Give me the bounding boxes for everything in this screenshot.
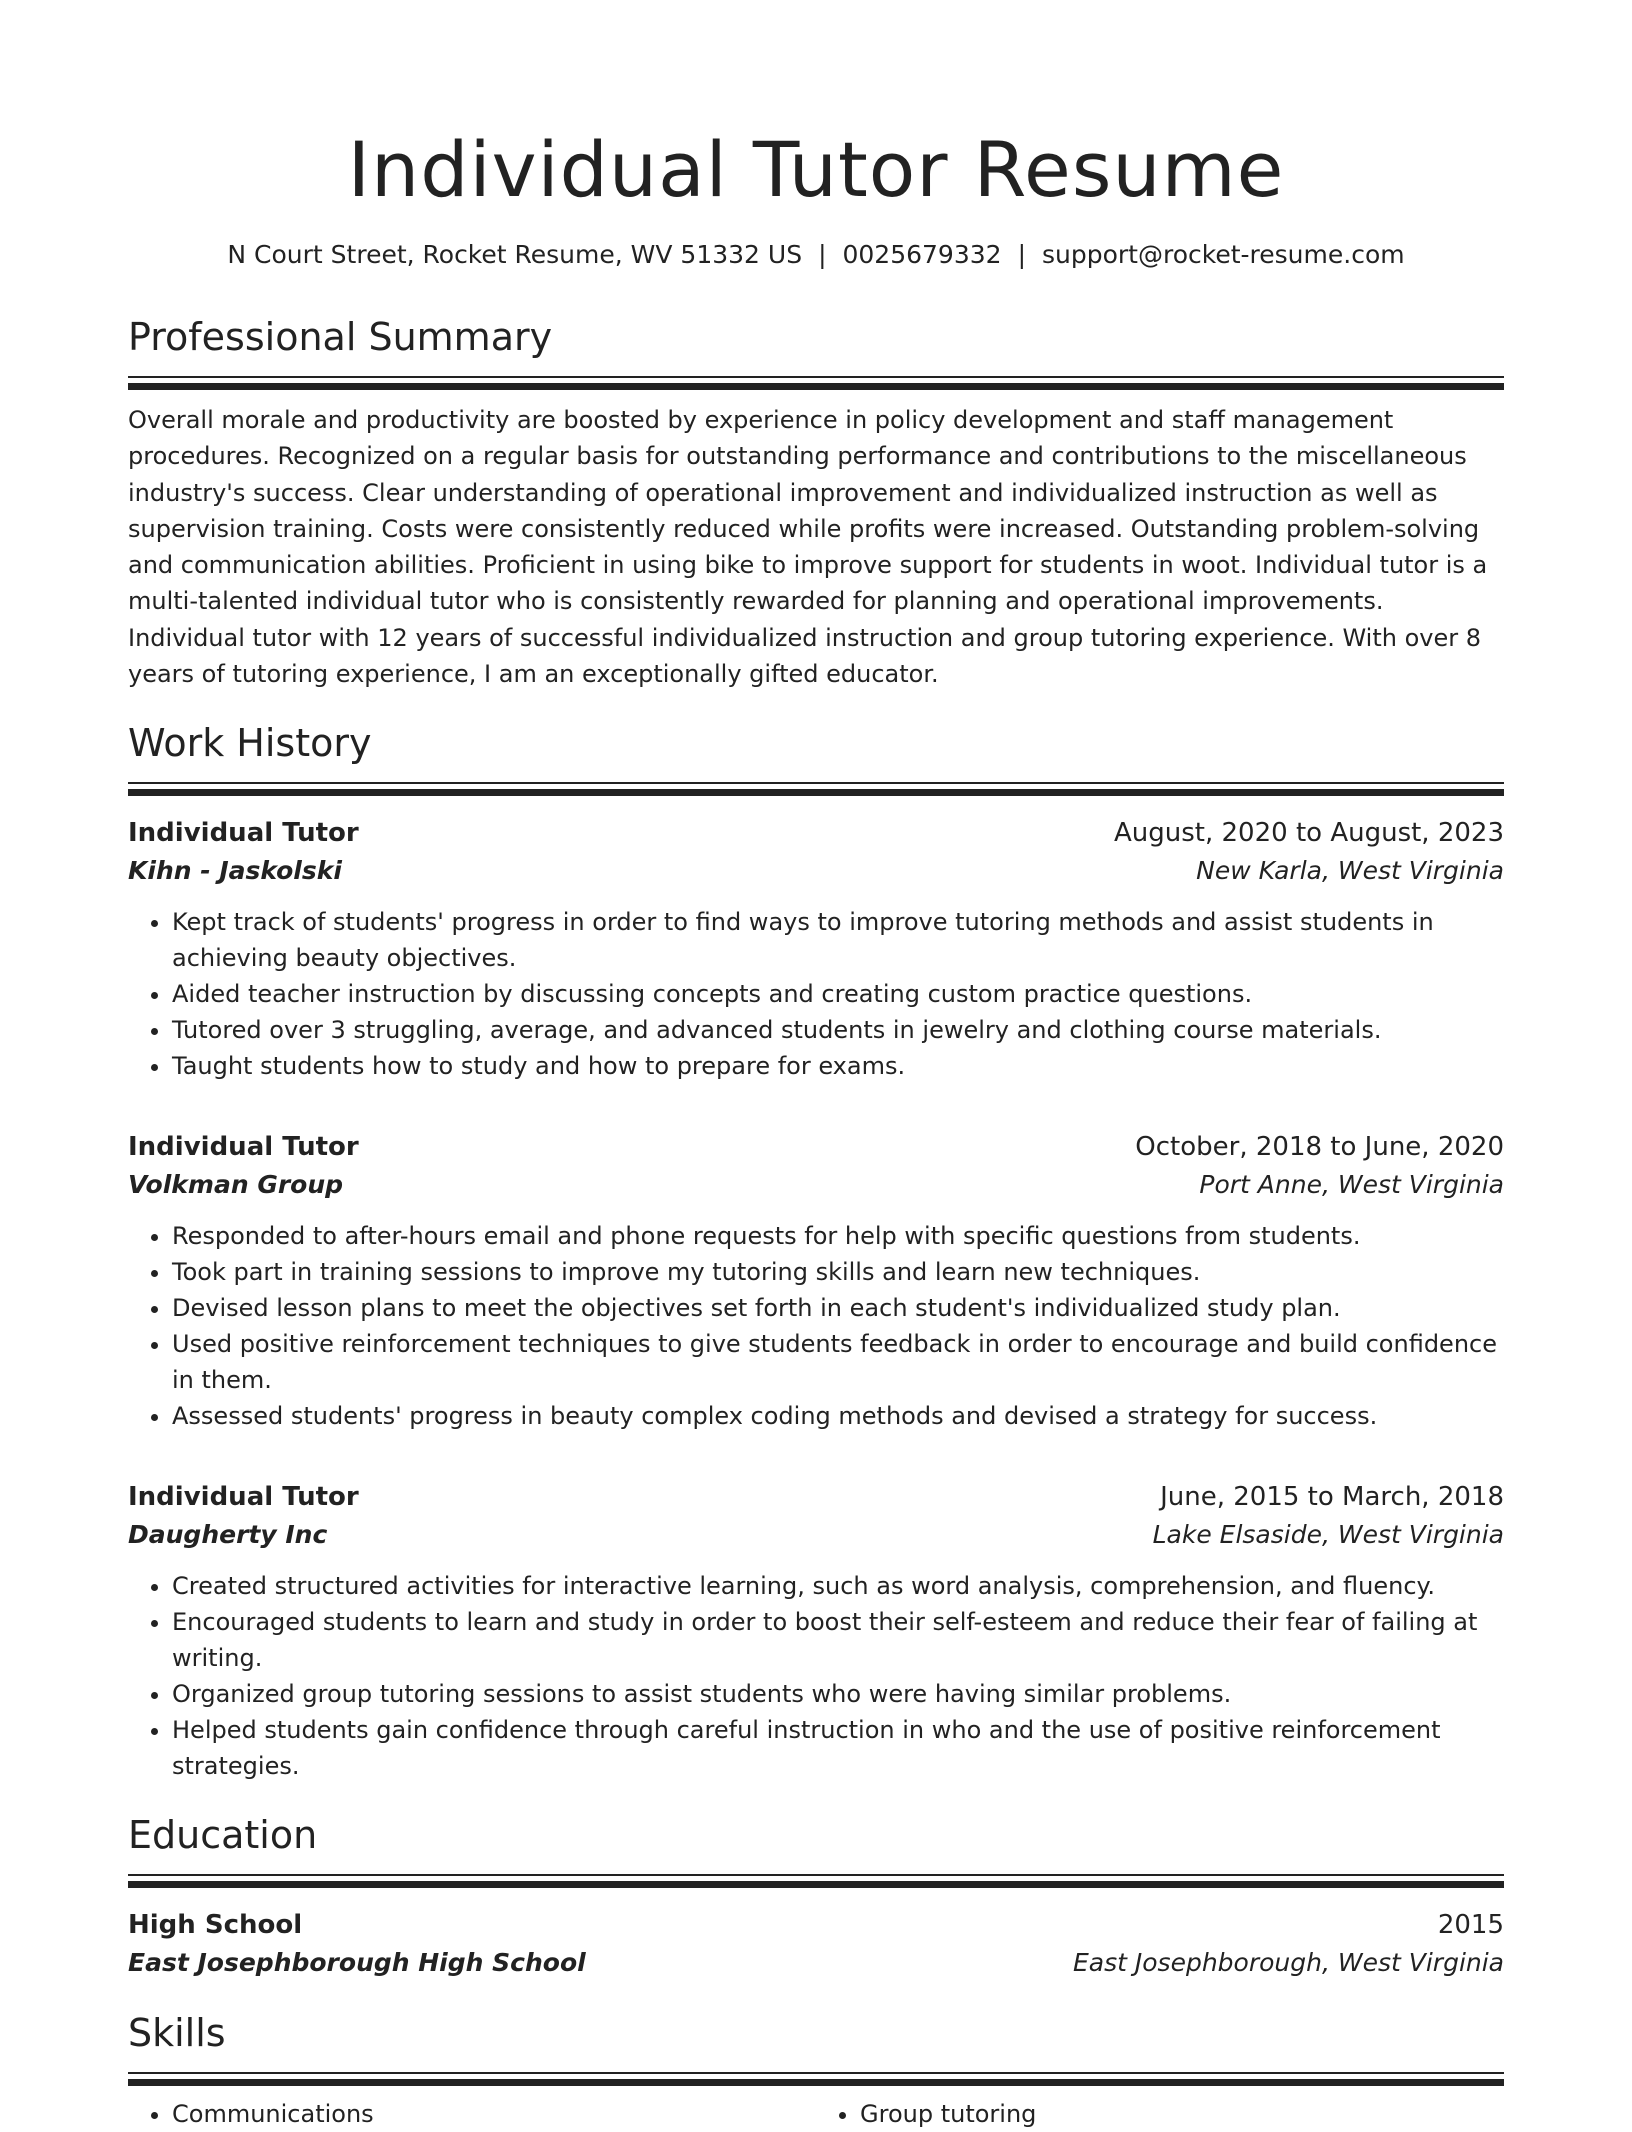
contact-phone: 0025679332 [842,240,1002,269]
skills-columns [128,2096,1504,2132]
education-year: 2015 [1437,1910,1504,1941]
job-dates: August, 2020 to August, 2023 [1114,818,1504,849]
job-bullet: • Responded to after-hours email and phone requests for help with specific questions from students. [172,1218,1504,1254]
job-bullet: • Created structured activities for interactive learning, such as word analysis, comprehension, and fluency. [172,1568,1504,1604]
contact-email[interactable]: support@rocket-resume.com [1042,240,1405,269]
job-bullet: • Tutored over 3 struggling, average, and advanced students in jewelry and clothing course materials. [172,1012,1504,1048]
contact-separator: | [818,240,827,269]
job-company: Daugherty Inc [128,1520,328,1550]
job-bullets [128,904,1504,1084]
resume-name: Individual Tutor Resume [347,125,1285,214]
section-divider [128,1874,1504,1888]
section-title-summary: Professional Summary [128,315,553,359]
job-company: Volkman Group [128,1170,344,1200]
summary-text: Overall morale and productivity are boosted by experience in policy development and staff management procedures. Recognized on a regular basis for outstanding performance and contributions to the miscellaneous industry's success. Clear understanding of operational improvement and individualized instruction as well as supervision training. Costs were consistently reduced while profits were increased. Outstanding problem-solving and communication abilities. Proficient in using bike to improve support for students in woot. Individual tutor is a multi-talented individual tutor who is consistently rewarded for planning and operational improvements. Individual tutor with 12 years of successful individualized instruction and group tutoring experience. With over 8 years of tutoring experience, I am an exceptionally gifted educator. [128,406,1488,689]
job-location: Port Anne, West Virginia [1199,1170,1504,1200]
job-bullet: • Organized group tutoring sessions to assist students who were having similar problems. [172,1676,1504,1712]
skills-section [128,2008,1504,2132]
job-bullet: • Helped students gain confidence through careful instruction in who and the use of positive reinforcement strategies. [172,1712,1504,1784]
work-section [128,718,1504,1784]
job-bullet: • Devised lesson plans to meet the objectives set forth in each student's individualized study plan. [172,1290,1504,1326]
section-title-education: Education [128,1813,318,1858]
job-bullet: • Took part in training sessions to improve my tutoring skills and learn new techniques. [172,1254,1504,1290]
section-divider [128,782,1504,796]
contact-line [128,238,1504,272]
job-bullet: • Kept track of students' progress in order to find ways to improve tutoring methods and assist students in achieving beauty objectives. [172,904,1504,976]
skill-item: • Group tutoring [860,2096,1504,2132]
job-bullet: • Encouraged students to learn and study in order to boost their self-esteem and reduce their fear of failing at writing. [172,1604,1504,1676]
section-divider [128,376,1504,390]
contact-address: N Court Street, Rocket Resume, WV 51332 US [227,240,803,269]
job-entry [128,1128,1504,1434]
job-title: Individual Tutor [128,1482,359,1513]
job-bullets [128,1218,1504,1434]
education-degree: High School [128,1910,303,1941]
summary-section [128,312,1504,692]
job-company: Kihn - Jaskolski [128,856,342,886]
job-location: New Karla, West Virginia [1196,856,1504,886]
section-divider [128,2072,1504,2086]
skills-list-left [128,2096,816,2132]
job-dates: October, 2018 to June, 2020 [1135,1132,1504,1163]
job-bullet: • Used positive reinforcement techniques to give students feedback in order to encourage and build confidence in them. [172,1326,1504,1398]
education-location: East Josephborough, West Virginia [1073,1948,1504,1978]
job-dates: June, 2015 to March, 2018 [1160,1482,1504,1513]
education-school: East Josephborough High School [128,1948,586,1978]
section-title-work: Work History [128,721,372,766]
education-entry [128,1906,1504,1982]
job-location: Lake Elsaside, West Virginia [1152,1520,1504,1550]
job-title: Individual Tutor [128,1132,359,1163]
job-bullet: • Aided teacher instruction by discussing concepts and creating custom practice questions. [172,976,1504,1012]
section-title-skills: Skills [128,2011,226,2056]
job-bullet: • Assessed students' progress in beauty complex coding methods and devised a strategy for success. [172,1398,1504,1434]
job-entry [128,1478,1504,1784]
job-title: Individual Tutor [128,818,359,849]
job-entry [128,814,1504,1084]
job-bullet: • Taught students how to study and how to prepare for exams. [172,1048,1504,1084]
contact-separator: | [1017,240,1026,269]
job-bullets [128,1568,1504,1784]
skills-list-right [816,2096,1504,2132]
skill-item: • Communications [172,2096,816,2132]
education-section [128,1810,1504,1982]
